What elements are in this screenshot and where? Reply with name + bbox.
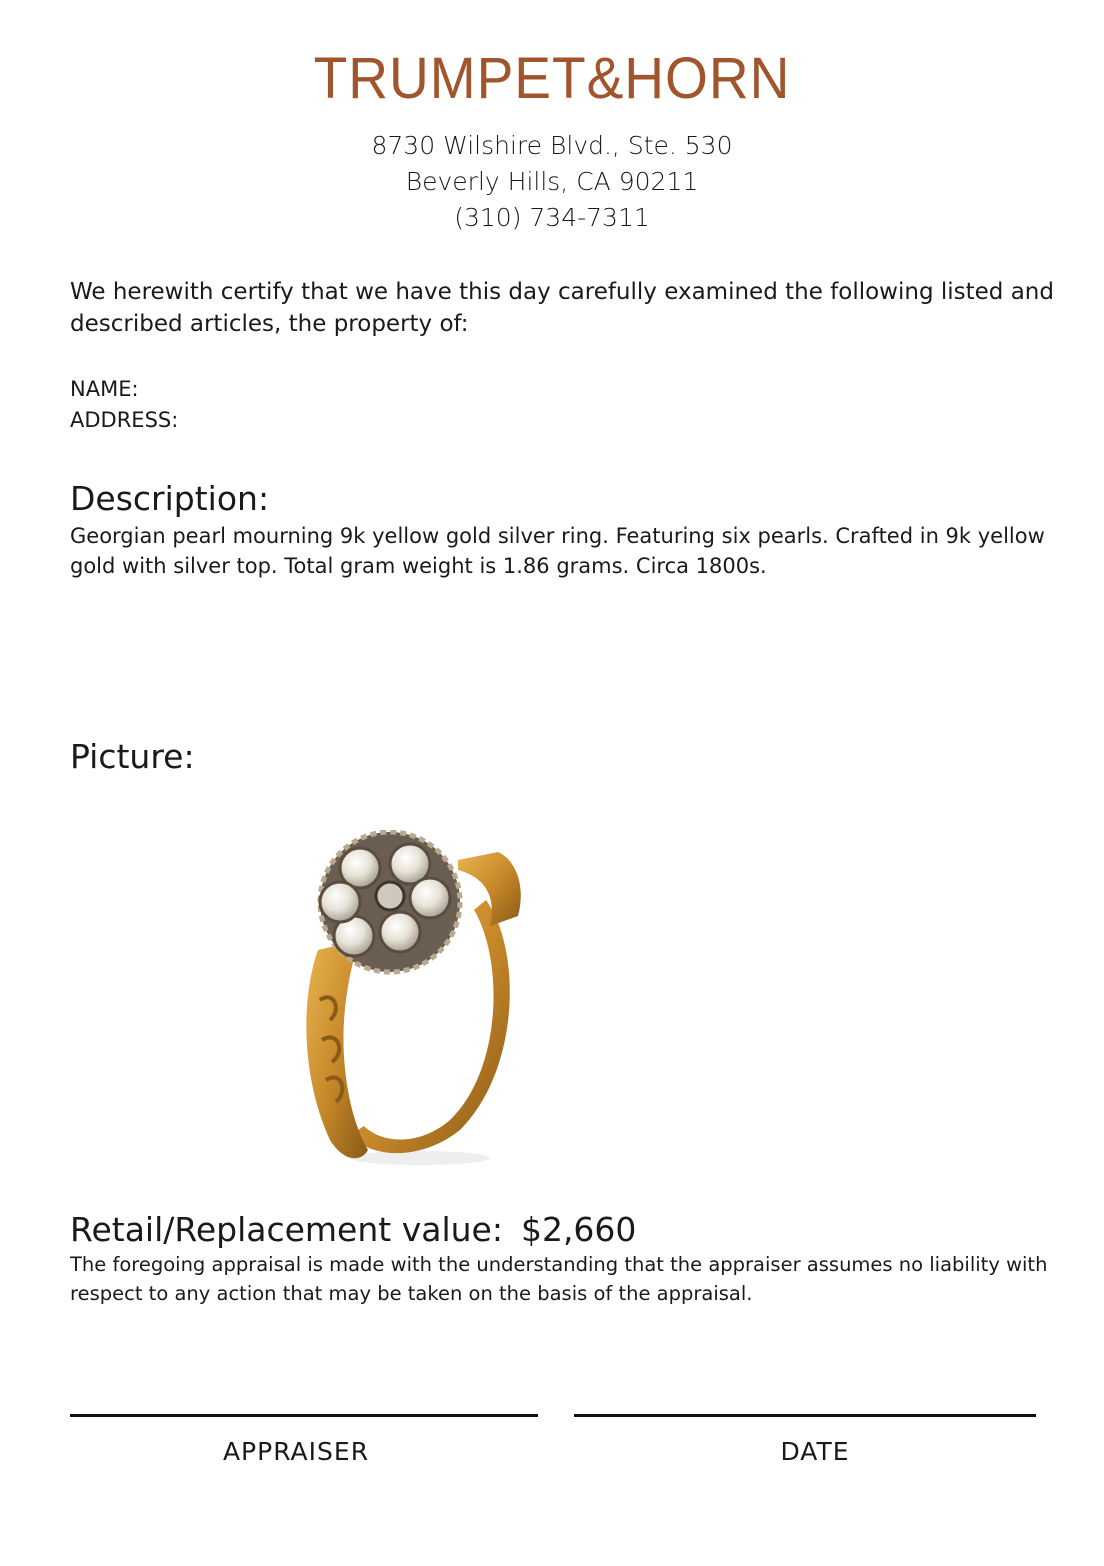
appraiser-label: APPRAISER (222, 1437, 370, 1466)
value-label: Retail/Replacement value: (70, 1210, 503, 1249)
certification-statement: We herewith certify that we have this day carefully examined the following listed and described articles, the property of: (70, 279, 1054, 337)
description-heading: Description: (70, 479, 270, 518)
ring-photo (290, 830, 540, 1175)
store-address (0, 128, 1104, 236)
date-signature-line (574, 1414, 1036, 1417)
picture-heading: Picture: (70, 737, 195, 776)
ring-shadow (350, 1151, 490, 1165)
address-line-1: 8730 Wilshire Blvd., Ste. 530 (371, 131, 733, 160)
pearl (410, 878, 450, 918)
pearl (380, 912, 420, 952)
appraiser-signature-line (70, 1414, 538, 1417)
value-amount: $2,660 (520, 1210, 637, 1249)
ring-shoulder-left (306, 940, 368, 1158)
appraisal-disclaimer: The foregoing appraisal is made with the understanding that the appraiser assumes no liability with respect to any action that may be taken on the basis of the appraisal. (70, 1253, 1048, 1305)
replacement-value (70, 1208, 636, 1252)
brand-logo: TRUMPET&HORN (313, 46, 791, 111)
pearl (320, 882, 360, 922)
phone-number: (310) 734-7311 (454, 203, 650, 232)
owner-fields (70, 374, 178, 436)
date-label: DATE (780, 1437, 850, 1466)
center-diamond (376, 882, 404, 910)
name-label: NAME: (70, 377, 139, 401)
address-label: ADDRESS: (70, 408, 179, 432)
address-line-2: Beverly Hills, CA 90211 (405, 167, 699, 196)
description-text: Georgian pearl mourning 9k yellow gold silver ring. Featuring six pearls. Crafted in 9k yellow gold with silver top. Total gram weight is 1.86 grams. Circa 1800s. (70, 524, 1045, 578)
